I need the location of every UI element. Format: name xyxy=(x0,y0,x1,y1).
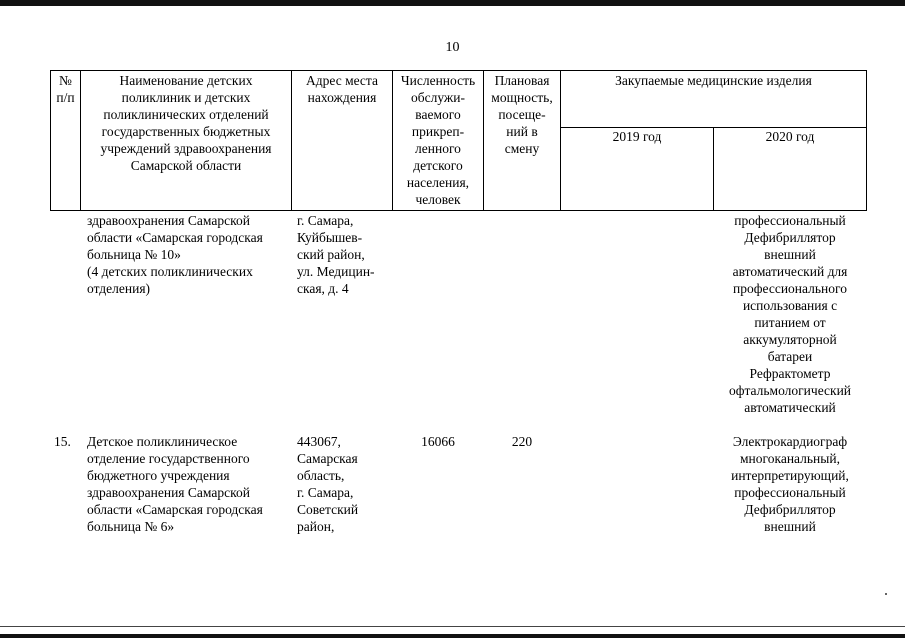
row-number: 15. xyxy=(54,434,71,449)
header-num: № п/п xyxy=(56,73,75,105)
row-population: 16066 xyxy=(421,434,455,449)
row-address: 443067, Самарская область, г. Самара, Советский район, xyxy=(297,434,359,534)
header-year-2019: 2019 год xyxy=(612,129,662,144)
header-top-line xyxy=(50,70,866,71)
top-border xyxy=(0,0,905,6)
header-devices: Закупаемые медицинские изделия xyxy=(615,73,812,88)
row-capacity: 220 xyxy=(511,434,533,449)
header-address: Адрес места нахождения xyxy=(306,73,378,105)
header-capacity: Плановая мощность, посеще- ний в смену xyxy=(491,73,553,156)
row-name: здравоохранения Самарской области «Самарская городская больница № 10» (4 детских поликлинических отделения) xyxy=(87,213,263,296)
header-name: Наименование детских поликлиник и детских поликлинических отделений государственных бюджетных учреждений здравоохранения Самарской области xyxy=(100,73,272,173)
row-devices-2020: профессиональный Дефибриллятор внешний автоматический для профессионального использования с питанием от аккумуляторной батареи Рефрактометр офтальмологический автоматический xyxy=(728,213,852,415)
header-year-2020: 2020 год xyxy=(765,129,815,144)
row-devices-2020: Электрокардиограф многоканальный, интерпретирующий, профессиональный Дефибриллятор внешний xyxy=(731,434,849,534)
row-name: Детское поликлиническое отделение государственного бюджетного учреждения здравоохранения Самарской области «Самарская городская больница № 6» xyxy=(87,434,263,534)
bottom-border xyxy=(0,634,905,638)
scan-speck xyxy=(885,593,887,595)
page-number: 10 xyxy=(445,40,460,55)
row-address: г. Самара, Куйбышев- ский район, ул. Медицин- ская, д. 4 xyxy=(297,213,375,296)
col-line-7 xyxy=(866,70,867,211)
header-population: Численность обслужи- ваемого прикреп- ленного детского населения, человек xyxy=(400,73,476,207)
header-bottom-line xyxy=(50,210,866,211)
bottom-thin-rule xyxy=(0,626,905,627)
